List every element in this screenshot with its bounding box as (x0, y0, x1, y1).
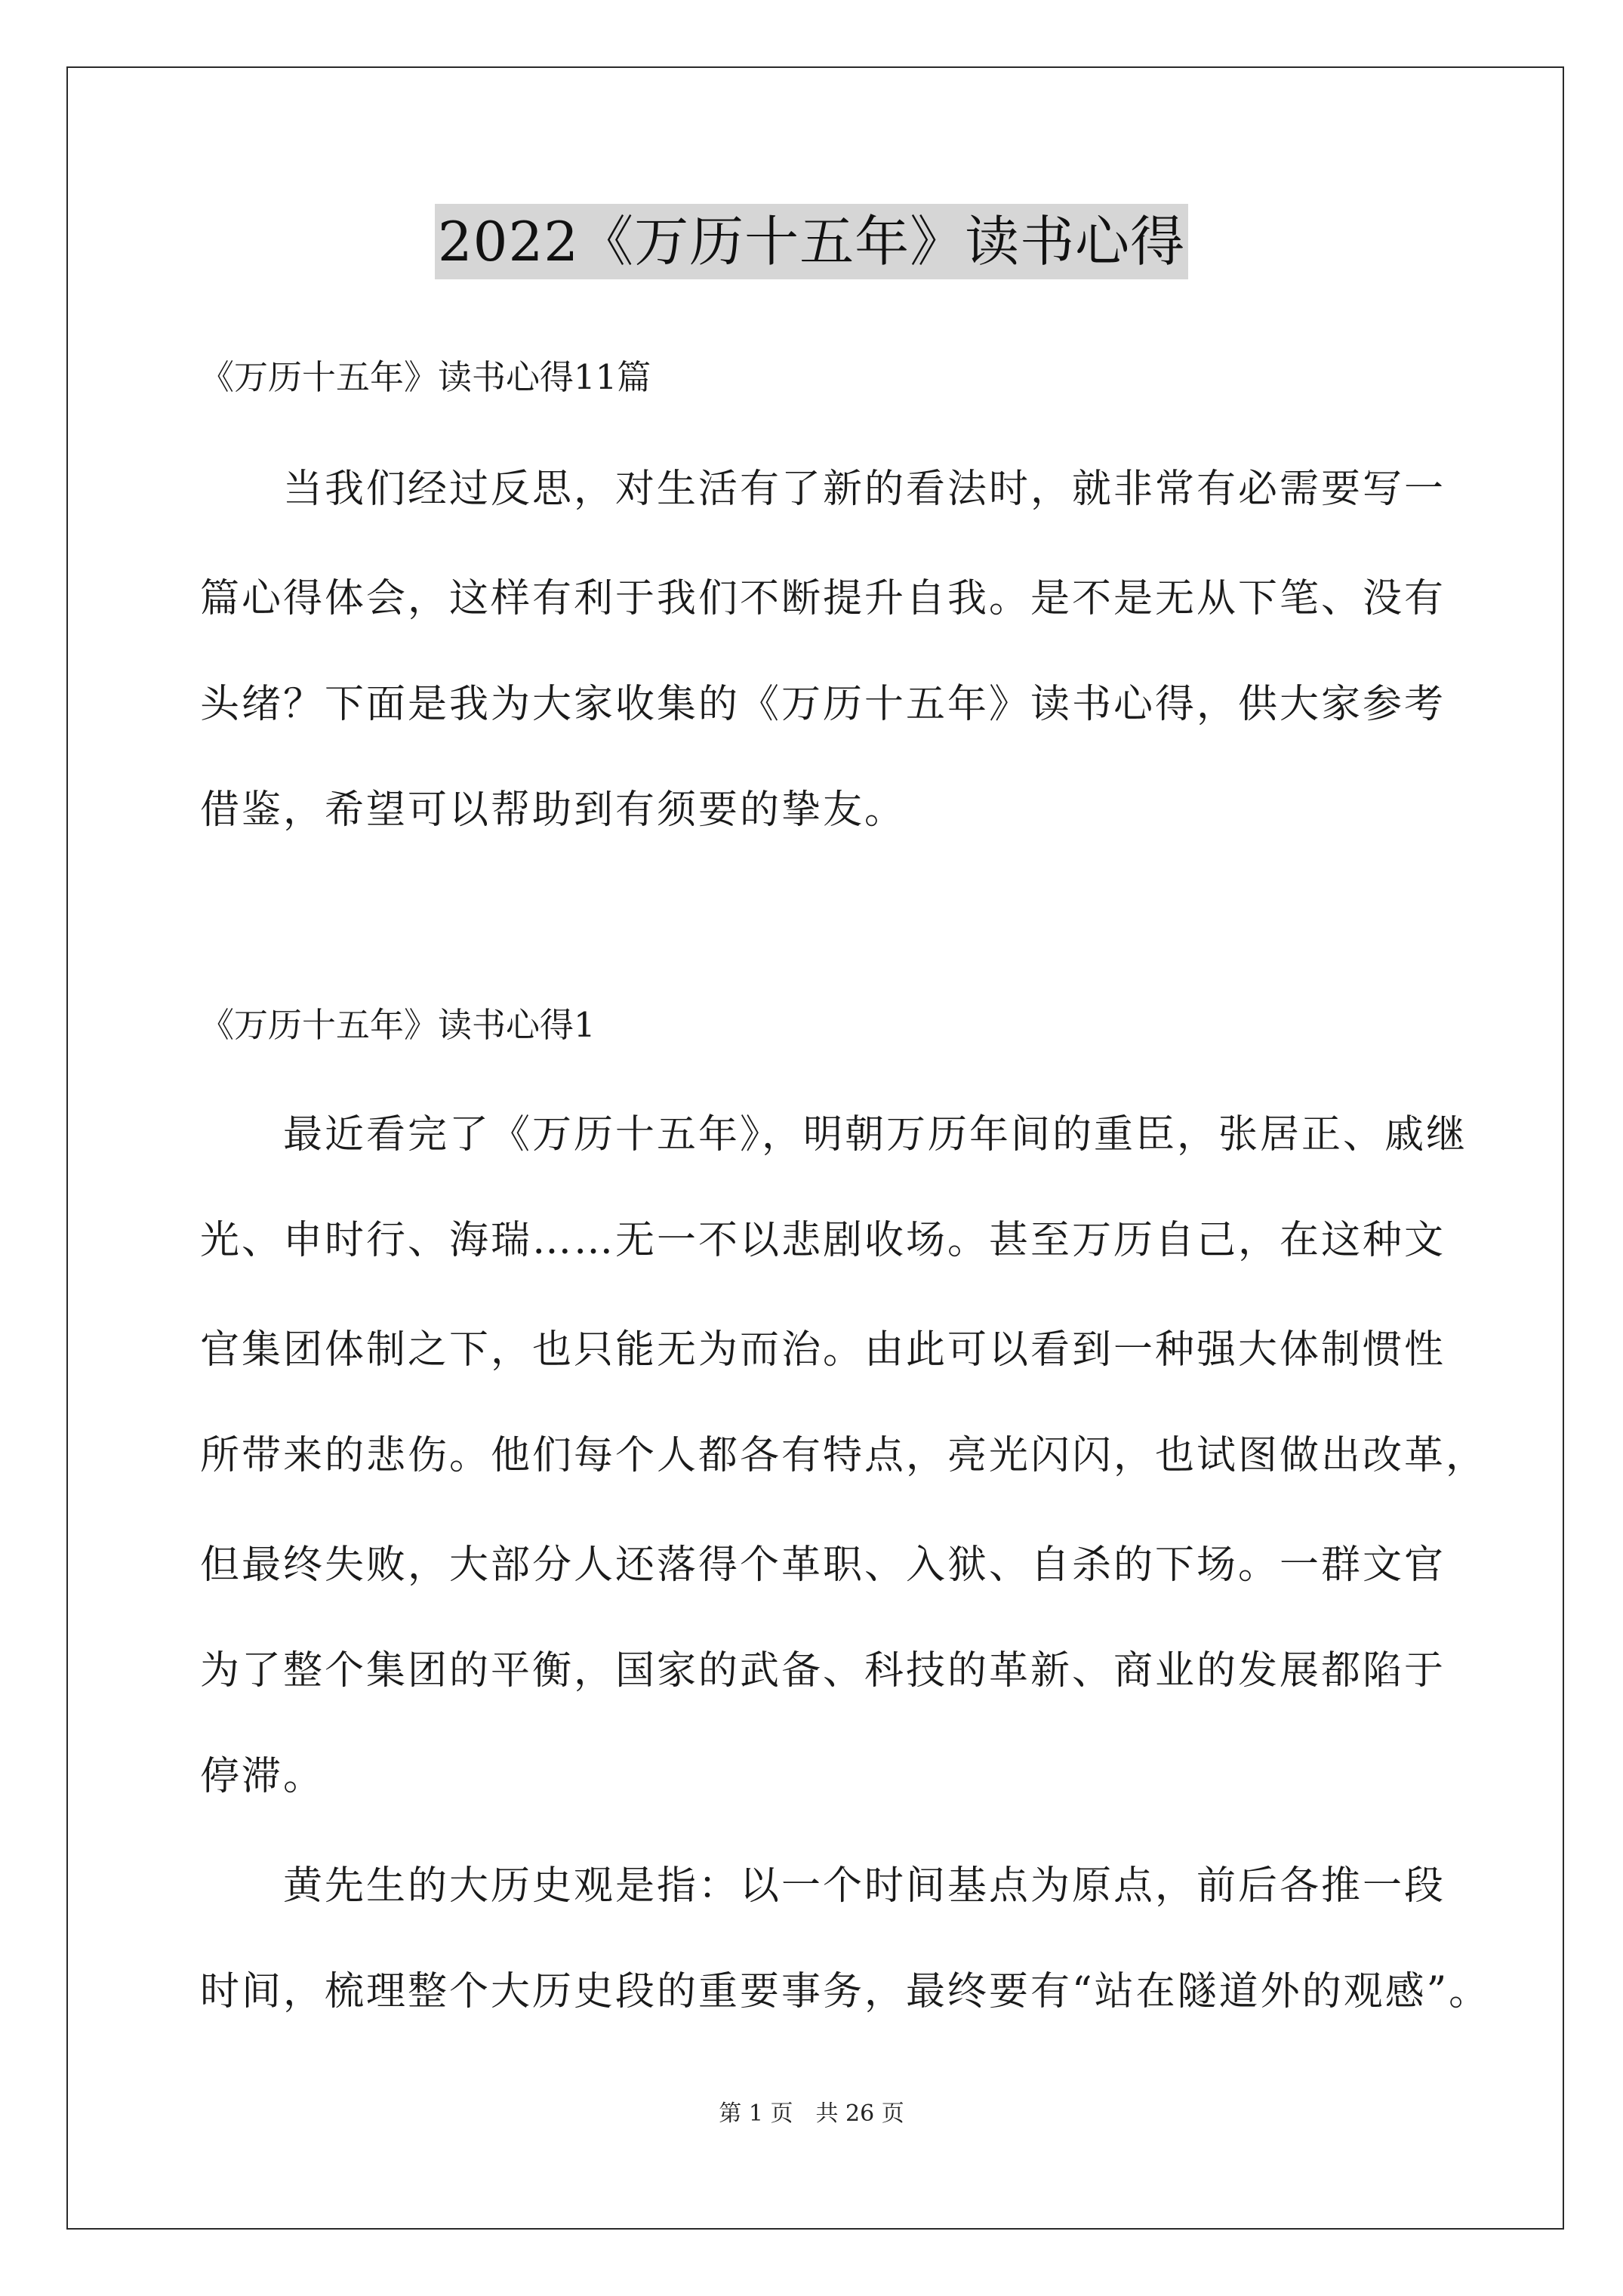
intro-line: 头绪？下面是我为大家收集的《万历十五年》读书心得，供大家参考 (200, 682, 1446, 727)
page-indicator: 第 1 页 共 26 页 (719, 2100, 904, 2127)
para1-line: 官集团体制之下，也只能无为而治。由此可以看到一种强大体制惯性 (200, 1327, 1446, 1373)
title-container (0, 204, 1623, 279)
subheading-collection: 《万历十五年》读书心得11篇 (200, 357, 651, 397)
para2-line: 黄先生的大历史观是指：以一个时间基点为原点，前后各推一段 (283, 1863, 1446, 1909)
para1-line: 为了整个集团的平衡，国家的武备、科技的革新、商业的发展都陷于 (200, 1648, 1446, 1693)
document-title: 2022《万历十五年》读书心得 (435, 204, 1188, 279)
intro-line: 当我们经过反思，对生活有了新的看法时，就非常有必需要写一 (283, 467, 1446, 512)
para1-line: 光、申时行、海瑞……无一不以悲剧收场。甚至万历自己，在这种文 (200, 1218, 1446, 1263)
para1-line: 停滞。 (200, 1754, 325, 1799)
para2-line: 时间，梳理整个大历史段的重要事务，最终要有“站在隧道外的观感”。 (200, 1969, 1491, 2014)
para1-line: 但最终失败，大部分人还落得个革职、入狱、自杀的下场。一群文官 (200, 1542, 1446, 1588)
subheading-article-1: 《万历十五年》读书心得1 (200, 1005, 596, 1045)
para1-line: 最近看完了《万历十五年》，明朝万历年间的重臣，张居正、戚继 (283, 1112, 1468, 1157)
intro-line: 篇心得体会，这样有利于我们不断提升自我。是不是无从下笔、没有 (200, 576, 1446, 621)
para1-line: 所带来的悲伤。他们每个人都各有特点，亮光闪闪，也试图做出改革， (200, 1433, 1488, 1478)
intro-line: 借鉴，希望可以帮助到有须要的挚友。 (200, 787, 907, 833)
